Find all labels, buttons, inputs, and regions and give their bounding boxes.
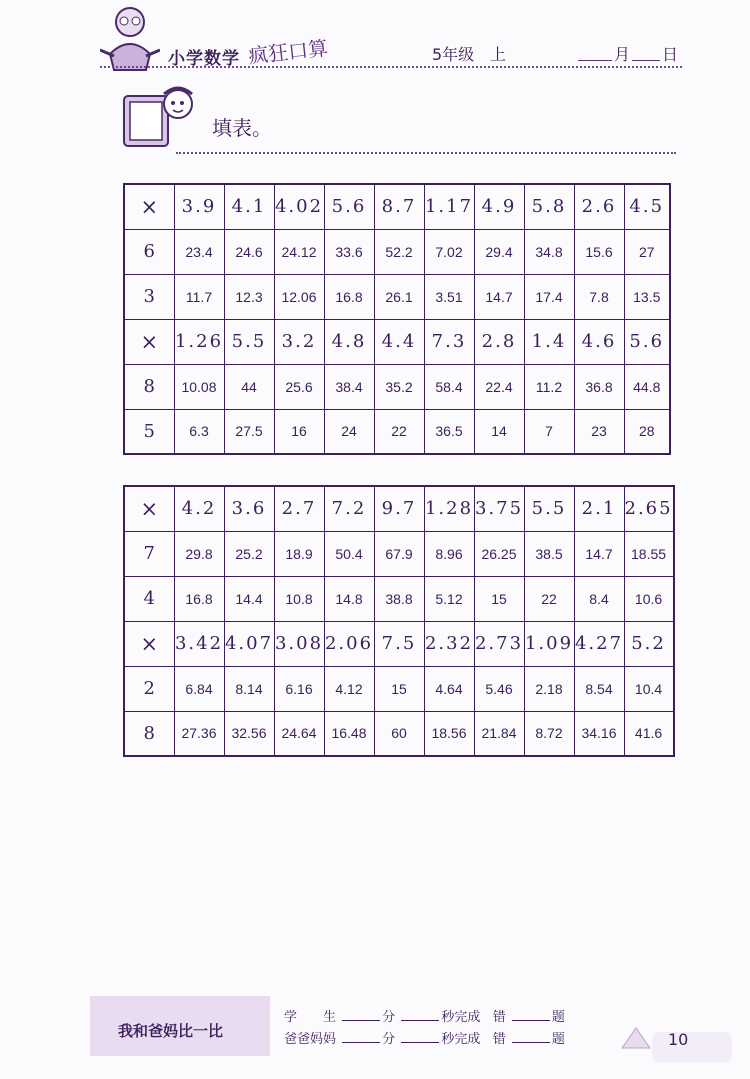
answer-cell[interactable]: 8.72 — [524, 711, 574, 756]
factor-cell: 2.1 — [574, 486, 624, 531]
student-label: 学 生 — [284, 1010, 337, 1025]
instruction: 填表。 — [212, 116, 272, 140]
factor-cell: 3.42 — [174, 621, 224, 666]
factor-cell: 5.6 — [624, 319, 670, 364]
multiplication-table-2 — [123, 485, 675, 757]
factor-cell: 4.6 — [574, 319, 624, 364]
answer-cell[interactable]: 16.8 — [174, 576, 224, 621]
answer-cell[interactable]: 14.4 — [224, 576, 274, 621]
answer-cell[interactable]: 5.12 — [424, 576, 474, 621]
answer-cell[interactable]: 27.5 — [224, 409, 274, 454]
answer-cell[interactable]: 44.8 — [624, 364, 670, 409]
answer-cell[interactable]: 16.48 — [324, 711, 374, 756]
student-seconds-blank[interactable] — [401, 1010, 439, 1021]
answer-cell[interactable]: 14 — [474, 409, 524, 454]
table-row — [124, 184, 670, 229]
minutes-label: 分 — [382, 1010, 396, 1025]
row-multiplier: 5 — [124, 409, 174, 454]
table-row — [124, 274, 670, 319]
factor-cell: 4.8 — [324, 319, 374, 364]
page-header — [0, 0, 750, 95]
parents-seconds-blank[interactable] — [401, 1032, 439, 1043]
factor-cell: 3.9 — [174, 184, 224, 229]
answer-cell[interactable]: 21.84 — [474, 711, 524, 756]
answer-cell[interactable]: 27.36 — [174, 711, 224, 756]
answer-cell[interactable]: 36.5 — [424, 409, 474, 454]
parents-wrong-blank[interactable] — [512, 1032, 550, 1043]
answer-cell[interactable]: 24 — [324, 409, 374, 454]
table-row — [124, 621, 674, 666]
student-wrong-blank[interactable] — [512, 1010, 550, 1021]
answer-cell[interactable]: 11.7 — [174, 274, 224, 319]
answer-cell[interactable]: 22 — [374, 409, 424, 454]
student-minutes-blank[interactable] — [342, 1010, 380, 1021]
factor-cell: 5.5 — [224, 319, 274, 364]
factor-cell: 1.26 — [174, 319, 224, 364]
answer-cell[interactable]: 26.1 — [374, 274, 424, 319]
row-multiplier: 4 — [124, 576, 174, 621]
footer — [90, 996, 650, 1056]
answer-cell[interactable]: 24.12 — [274, 229, 324, 274]
answer-cell[interactable]: 34.16 — [574, 711, 624, 756]
answer-cell[interactable]: 8.4 — [574, 576, 624, 621]
table-row — [124, 229, 670, 274]
factor-cell: 3.75 — [474, 486, 524, 531]
book-subtitle: 疯狂口算 — [247, 35, 330, 69]
factor-cell: 7.2 — [324, 486, 374, 531]
answer-cell[interactable]: 7.02 — [424, 229, 474, 274]
factor-cell: 4.27 — [574, 621, 624, 666]
factor-cell: 4.02 — [274, 184, 324, 229]
table-row — [124, 364, 670, 409]
answer-cell[interactable]: 18.9 — [274, 531, 324, 576]
answer-cell[interactable]: 6.84 — [174, 666, 224, 711]
table-row — [124, 486, 674, 531]
factor-cell: 1.4 — [524, 319, 574, 364]
factor-cell: 1.17 — [424, 184, 474, 229]
answer-cell[interactable]: 8.54 — [574, 666, 624, 711]
answer-cell[interactable]: 36.8 — [574, 364, 624, 409]
factor-cell: 7.3 — [424, 319, 474, 364]
multiply-sign: × — [124, 621, 174, 666]
factor-cell: 5.5 — [524, 486, 574, 531]
instruction-divider — [176, 152, 676, 154]
factor-cell: 2.7 — [274, 486, 324, 531]
month-blank — [578, 60, 612, 61]
factor-cell: 4.1 — [224, 184, 274, 229]
answer-cell[interactable]: 52.2 — [374, 229, 424, 274]
answer-cell[interactable]: 50.4 — [324, 531, 374, 576]
factor-cell: 5.6 — [324, 184, 374, 229]
answer-cell[interactable]: 22.4 — [474, 364, 524, 409]
questions-label: 题 — [551, 1032, 565, 1047]
answer-cell[interactable]: 12.06 — [274, 274, 324, 319]
answer-cell[interactable]: 38.4 — [324, 364, 374, 409]
answer-cell[interactable]: 10.8 — [274, 576, 324, 621]
answer-cell[interactable]: 25.6 — [274, 364, 324, 409]
factor-cell: 9.7 — [374, 486, 424, 531]
factor-cell: 2.6 — [574, 184, 624, 229]
header-divider — [100, 66, 682, 68]
answer-cell[interactable]: 11.2 — [524, 364, 574, 409]
answer-cell[interactable]: 17.4 — [524, 274, 574, 319]
row-multiplier: 3 — [124, 274, 174, 319]
factor-cell: 3.6 — [224, 486, 274, 531]
answer-cell[interactable]: 4.12 — [324, 666, 374, 711]
row-multiplier: 7 — [124, 531, 174, 576]
table-row — [124, 531, 674, 576]
seconds-label: 秒完成 — [441, 1010, 481, 1025]
parents-minutes-blank[interactable] — [342, 1032, 380, 1043]
answer-cell[interactable]: 15 — [474, 576, 524, 621]
answer-cell[interactable]: 33.6 — [324, 229, 374, 274]
answer-cell[interactable]: 5.46 — [474, 666, 524, 711]
parents-label: 爸爸妈妈 — [284, 1032, 337, 1047]
answer-cell[interactable]: 12.3 — [224, 274, 274, 319]
day-label: 日 — [662, 45, 679, 64]
answer-cell[interactable]: 29.4 — [474, 229, 524, 274]
answer-cell[interactable]: 26.25 — [474, 531, 524, 576]
month-label: 月 — [614, 45, 631, 64]
answer-cell[interactable]: 34.8 — [524, 229, 574, 274]
answer-cell[interactable]: 44 — [224, 364, 274, 409]
answer-cell[interactable]: 6.16 — [274, 666, 324, 711]
answer-cell[interactable]: 38.8 — [374, 576, 424, 621]
factor-cell: 4.4 — [374, 319, 424, 364]
answer-cell[interactable]: 60 — [374, 711, 424, 756]
answer-cell[interactable]: 38.5 — [524, 531, 574, 576]
factor-cell: 7.5 — [374, 621, 424, 666]
seconds-label: 秒完成 — [441, 1032, 481, 1047]
answer-cell[interactable]: 6.3 — [174, 409, 224, 454]
page-number: 10 — [668, 1030, 689, 1049]
wrong-label: 错 — [492, 1032, 506, 1047]
answer-cell[interactable]: 13.5 — [624, 274, 670, 319]
answer-cell[interactable]: 23.4 — [174, 229, 224, 274]
answer-cell[interactable]: 24.6 — [224, 229, 274, 274]
factor-cell: 4.07 — [224, 621, 274, 666]
row-multiplier: 8 — [124, 711, 174, 756]
table-row — [124, 576, 674, 621]
multiply-sign: × — [124, 486, 174, 531]
minutes-label: 分 — [382, 1032, 396, 1047]
answer-cell[interactable]: 41.6 — [624, 711, 674, 756]
mascot-icon — [100, 4, 160, 74]
answer-cell[interactable]: 22 — [524, 576, 574, 621]
answer-cell[interactable]: 35.2 — [374, 364, 424, 409]
answer-cell[interactable]: 29.8 — [174, 531, 224, 576]
factor-cell: 1.09 — [524, 621, 574, 666]
answer-cell[interactable]: 16.8 — [324, 274, 374, 319]
footer-band — [90, 996, 270, 1056]
factor-cell: 2.73 — [474, 621, 524, 666]
factor-cell: 3.2 — [274, 319, 324, 364]
table-row — [124, 666, 674, 711]
answer-cell[interactable]: 18.55 — [624, 531, 674, 576]
multiplication-table-1 — [123, 183, 671, 455]
answer-cell[interactable]: 4.64 — [424, 666, 474, 711]
table-row — [124, 711, 674, 756]
answer-cell[interactable]: 10.6 — [624, 576, 674, 621]
answer-cell[interactable]: 10.08 — [174, 364, 224, 409]
grade-label: 5年级 — [432, 45, 475, 64]
answer-cell[interactable]: 7.8 — [574, 274, 624, 319]
answer-cell[interactable]: 3.51 — [424, 274, 474, 319]
questions-label: 题 — [551, 1010, 565, 1025]
factor-cell: 1.28 — [424, 486, 474, 531]
factor-cell: 4.9 — [474, 184, 524, 229]
row-multiplier: 6 — [124, 229, 174, 274]
row-multiplier: 2 — [124, 666, 174, 711]
answer-cell[interactable]: 25.2 — [224, 531, 274, 576]
answer-cell[interactable]: 14.8 — [324, 576, 374, 621]
compare-title: 我和爸妈比一比 — [118, 1022, 224, 1040]
semester-label: 上 — [490, 45, 507, 64]
table-row — [124, 409, 670, 454]
factor-cell: 2.06 — [324, 621, 374, 666]
answer-cell[interactable]: 2.18 — [524, 666, 574, 711]
answer-cell[interactable]: 8.96 — [424, 531, 474, 576]
table-row — [124, 319, 670, 364]
factor-cell: 3.08 — [274, 621, 324, 666]
student-row — [284, 1006, 565, 1025]
answer-cell[interactable]: 32.56 — [224, 711, 274, 756]
parents-row — [284, 1028, 565, 1047]
answer-cell[interactable]: 67.9 — [374, 531, 424, 576]
answer-cell[interactable]: 28 — [624, 409, 670, 454]
factor-cell: 5.8 — [524, 184, 574, 229]
answer-cell[interactable]: 14.7 — [474, 274, 524, 319]
answer-cell[interactable]: 58.4 — [424, 364, 474, 409]
factor-cell: 4.5 — [624, 184, 670, 229]
answer-cell[interactable]: 14.7 — [574, 531, 624, 576]
answer-cell[interactable]: 23 — [574, 409, 624, 454]
answer-cell[interactable]: 24.64 — [274, 711, 324, 756]
answer-cell[interactable]: 10.4 — [624, 666, 674, 711]
multiply-sign: × — [124, 319, 174, 364]
factor-cell: 2.65 — [624, 486, 674, 531]
answer-cell[interactable]: 27 — [624, 229, 670, 274]
answer-cell[interactable]: 18.56 — [424, 711, 474, 756]
multiply-sign: × — [124, 184, 174, 229]
factor-cell: 8.7 — [374, 184, 424, 229]
answer-cell[interactable]: 15.6 — [574, 229, 624, 274]
answer-cell[interactable]: 16 — [274, 409, 324, 454]
day-blank — [632, 60, 660, 61]
book-title: 小学数学 — [168, 49, 240, 69]
factor-cell: 2.32 — [424, 621, 474, 666]
factor-cell: 5.2 — [624, 621, 674, 666]
girl-with-board-icon — [120, 82, 198, 154]
row-multiplier: 8 — [124, 364, 174, 409]
factor-cell: 2.8 — [474, 319, 524, 364]
answer-cell[interactable]: 8.14 — [224, 666, 274, 711]
factor-cell: 4.2 — [174, 486, 224, 531]
wrong-label: 错 — [492, 1010, 506, 1025]
answer-cell[interactable]: 15 — [374, 666, 424, 711]
answer-cell[interactable]: 7 — [524, 409, 574, 454]
